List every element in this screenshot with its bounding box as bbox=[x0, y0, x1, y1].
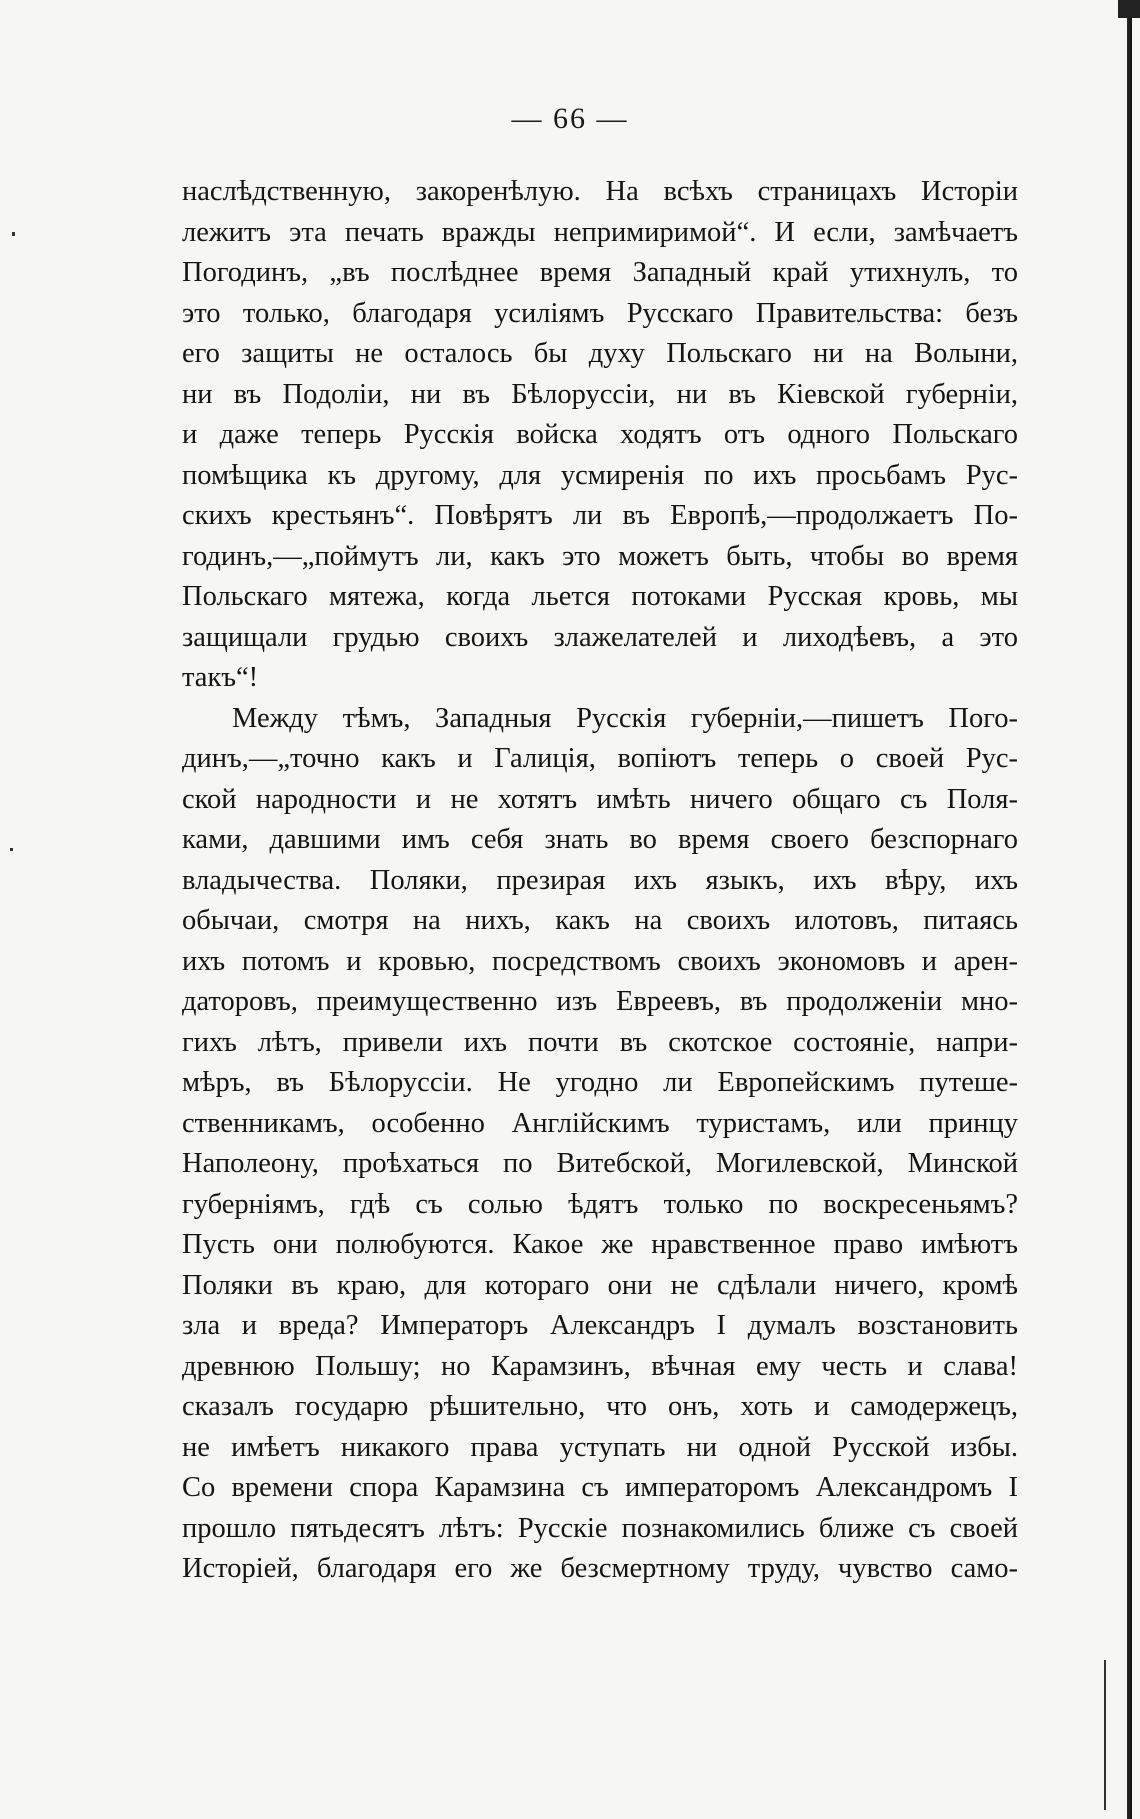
text-line: Погодинъ, „въ послѣднее время Западный край утихнулъ, то bbox=[182, 257, 1018, 288]
text-line: Поляки въ краю, для котораго они не сдѣлали ничего, кромѣ bbox=[182, 1269, 1018, 1301]
paragraph-1 bbox=[182, 172, 1018, 699]
text-line: скихъ крестьянъ“. Повѣрятъ ли въ Европѣ,—продолжаетъ По- bbox=[182, 500, 1018, 531]
text-line: Польскаго мятежа, когда льется потоками Русская кровь, мы bbox=[182, 581, 1018, 612]
body-text bbox=[182, 172, 1018, 1590]
page-number: — 66 — bbox=[511, 102, 629, 135]
text-line: Наполеону, проѣхаться по Витебской, Могилевской, Минской bbox=[182, 1148, 1018, 1179]
text-line: ни въ Подоліи, ни въ Бѣлоруссіи, ни въ Кіевской губерніи, bbox=[182, 378, 1018, 410]
text-line: владычества. Поляки, презирая ихъ языкъ, ихъ вѣру, ихъ bbox=[182, 864, 1018, 896]
scan-speck bbox=[12, 232, 15, 236]
text-line: лежитъ эта печать вражды непримиримой“. И если, замѣчаетъ bbox=[182, 216, 1018, 248]
scan-page-edge bbox=[1127, 0, 1132, 1819]
text-line: Исторіей, благодаря его же безсмертному труду, чувство само- bbox=[182, 1553, 1018, 1584]
scan-edge-line bbox=[1104, 1660, 1106, 1810]
text-line: гихъ лѣтъ, привели ихъ почти въ скотское состояніе, напри- bbox=[182, 1026, 1018, 1058]
text-line: его защиты не осталось бы духу Польскаго ни на Волыни, bbox=[182, 338, 1018, 369]
text-line: такъ“! bbox=[182, 662, 259, 693]
text-line: Со времени спора Карамзина съ императоромъ Александромъ I bbox=[182, 1472, 1018, 1503]
text-line: наслѣдственную, закоренѣлую. На всѣхъ страницахъ Исторіи bbox=[182, 176, 1018, 207]
text-line: не имѣетъ никакого права уступать ни одной Русской избы. bbox=[182, 1431, 1018, 1463]
text-line: годинъ,—„поймутъ ли, какъ это можетъ быть, чтобы во время bbox=[182, 540, 1018, 572]
text-line: Пусть они полюбуются. Какое же нравственное право имѣютъ bbox=[182, 1229, 1018, 1260]
paragraph-2 bbox=[182, 699, 1018, 1590]
text-line: ственникамъ, особенно Англійскимъ туристамъ, или принцу bbox=[182, 1107, 1018, 1139]
scan-corner-mark bbox=[1118, 0, 1140, 18]
text-line: сказалъ государю рѣшительно, что онъ, хоть и самодержецъ, bbox=[182, 1391, 1018, 1422]
text-line: зла и вреда? Императоръ Александръ I думалъ возстановить bbox=[182, 1310, 1018, 1341]
text-line: древнюю Польшу; но Карамзинъ, вѣчная ему честь и слава! bbox=[182, 1350, 1018, 1382]
text-line: обычаи, смотря на нихъ, какъ на своихъ илотовъ, питаясь bbox=[182, 905, 1018, 936]
text-line: прошло пятьдесятъ лѣтъ: Русскіе познакомились ближе съ своей bbox=[182, 1512, 1018, 1544]
text-line: и даже теперь Русскія войска ходятъ отъ одного Польскаго bbox=[182, 419, 1018, 450]
text-line: ихъ потомъ и кровью, посредствомъ своихъ экономовъ и арен- bbox=[182, 945, 1018, 977]
text-line: защищали грудью своихъ злажелателей и лиходѣевъ, а это bbox=[182, 621, 1018, 653]
text-line: губерніямъ, гдѣ съ солью ѣдятъ только по воскресеньямъ? bbox=[182, 1188, 1018, 1220]
text-line: динъ,—„точно какъ и Галиція, вопіютъ теперь о своей Рус- bbox=[182, 743, 1018, 774]
text-line: помѣщика къ другому, для усмиренія по ихъ просьбамъ Рус- bbox=[182, 459, 1018, 491]
text-line: даторовъ, преимущественно изъ Евреевъ, въ продолженіи мно- bbox=[182, 986, 1018, 1017]
text-line: Между тѣмъ, Западныя Русскія губерніи,—пишетъ Пого- bbox=[232, 702, 1018, 734]
text-line: это только, благодаря усиліямъ Русскаго Правительства: безъ bbox=[182, 297, 1018, 329]
text-line: ской народности и не хотятъ имѣть ничего общаго съ Поля- bbox=[182, 783, 1018, 815]
text-line: ками, давшими имъ себя знать во время своего безспорнаго bbox=[182, 824, 1018, 855]
scan-speck bbox=[10, 848, 13, 851]
text-line: мѣръ, въ Бѣлоруссіи. Не угодно ли Европейскимъ путеше- bbox=[182, 1067, 1018, 1098]
